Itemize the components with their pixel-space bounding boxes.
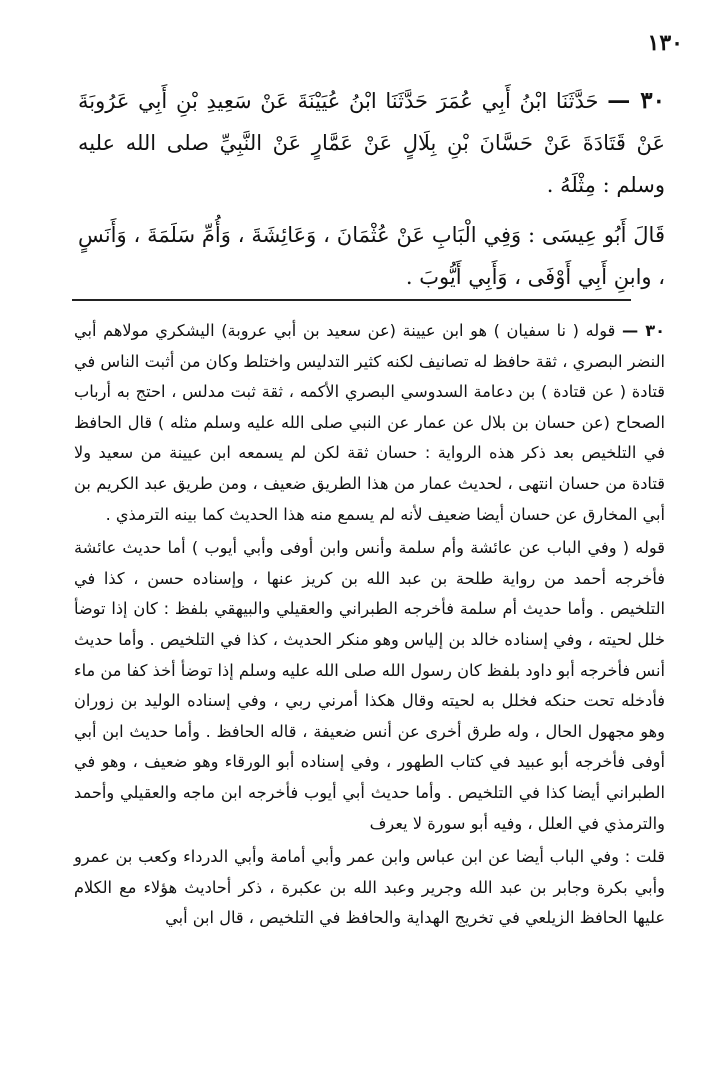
hadith-section (78, 80, 665, 298)
commentary-paragraph-2: قوله ( وفي الباب عن عائشة وأم سلمة وأنس وابن أوفى وأبي أيوب ) أما حديث عائشة فأخرجه أحمد من رواية طلحة بن عبد الله بن كريز عنها ، وإسناده حسن ، كذا في التلخيص . وأما حديث أم سلمة فأخرجه الطبراني والعقيلي والبيهقي بلفظ : كان إذا توضأ خلل لحيته ، وفي إسناده خالد بن إلياس وهو منكر الحديث ، كذا في التلخيص . وأما حديث أنس فأخرجه أبو داود بلفظ كان رسول الله صلى الله عليه وسلم إذا توضأ أخذ كفا من ماء فأدخله تحت حنكه فخلل به لحيته وقال هكذا أمرني ربي ، وفي إسناده الوليد بن زوران وهو مجهول الحال ، وله طرق أخرى عن أنس ضعيفة ، قاله الحافظ . وأما حديث ابن أبي أوفى فأخرجه أبو عبيد في كتاب الطهور ، وفي إسناده أبو الورقاء وهو ضعيف ، وهو في الطبراني أيضا كذا في التلخيص . وأما حديث أبي أيوب فأخرجه ابن ماجه والعقيلي وأحمد والترمذي في العلل ، وفيه أبو سورة لا يعرف (74, 538, 665, 833)
section-divider (72, 299, 631, 301)
commentary-section (74, 316, 665, 934)
hadith-paragraph (78, 80, 665, 206)
commentary-number: ٣٠ — (621, 321, 665, 340)
page-number: ١٣٠ (647, 30, 683, 56)
hadith-number: ٣٠ — (607, 87, 665, 114)
tirmidhi-note: قَالَ أَبُو عِيسَى : وَفِي الْبَابِ عَنْ عُثْمَانَ ، وَعَائِشَةَ ، وَأُمِّ سَلَمَةَ ، وَأَنَسٍ ، وابنِ أَبِي أَوْفَى ، وَأَبِي أَيُّوبَ . (78, 223, 665, 289)
commentary-text-1: قوله ( نا سفيان ) هو ابن عيينة (عن سعيد بن أبي عروبة) اليشكري مولاهم أبي النضر البصري ، ثقة حافظ له تصانيف لكنه كثير التدليس واختلط وكان من أثبت الناس في قتادة ( عن قتادة ) بن دعامة السدوسي البصري الأكمه ، ثقة ثبت مدلس ، احتج به أرباب الصحاح (عن حسان بن بلال عن عمار عن النبي صلى الله عليه وسلم مثله ) قال الحافظ في التلخيص بعد ذكر هذه الرواية : حسان ثقة لكن لم يسمعه ابن عيينة من سعيد ولا قتادة من حسان انتهى ، لحديث عمار من هذا الطريق ضعيف ، ومن طريق عبد الكريم بن أبي المخارق عن حسان أيضا ضعيف لأنه لم يسمع منه هذا الحديث كما بينه الترمذي . (74, 321, 665, 524)
commentary-paragraph-3: قلت : وفي الباب أيضا عن ابن عباس وابن عمر وأبي أمامة وأبي الدرداء وكعب بن عمرو وأبي بكرة وجابر بن عبد الله وجرير وعبد الله بن عكبرة ، ذكر أحاديث هؤلاء مع الكلام عليها الحافظ الزيلعي في تخريج الهداية والحافظ في التلخيص ، قال ابن أبي (74, 847, 665, 928)
commentary-paragraph-1 (74, 316, 665, 530)
hadith-text: حَدَّثَنَا ابْنُ أَبِي عُمَرَ حَدَّثَنَا ابْنُ عُيَيْنَةَ عَنْ سَعِيدِ بْنِ أَبِي عَرُوبَةَ عَنْ قَتَادَةَ عَنْ حَسَّانَ بْنِ بِلَالٍ عَنْ عَمَّارٍ عَنْ النَّبِيِّ صلى الله عليه وسلم : مِثْلَهُ . (78, 89, 665, 197)
